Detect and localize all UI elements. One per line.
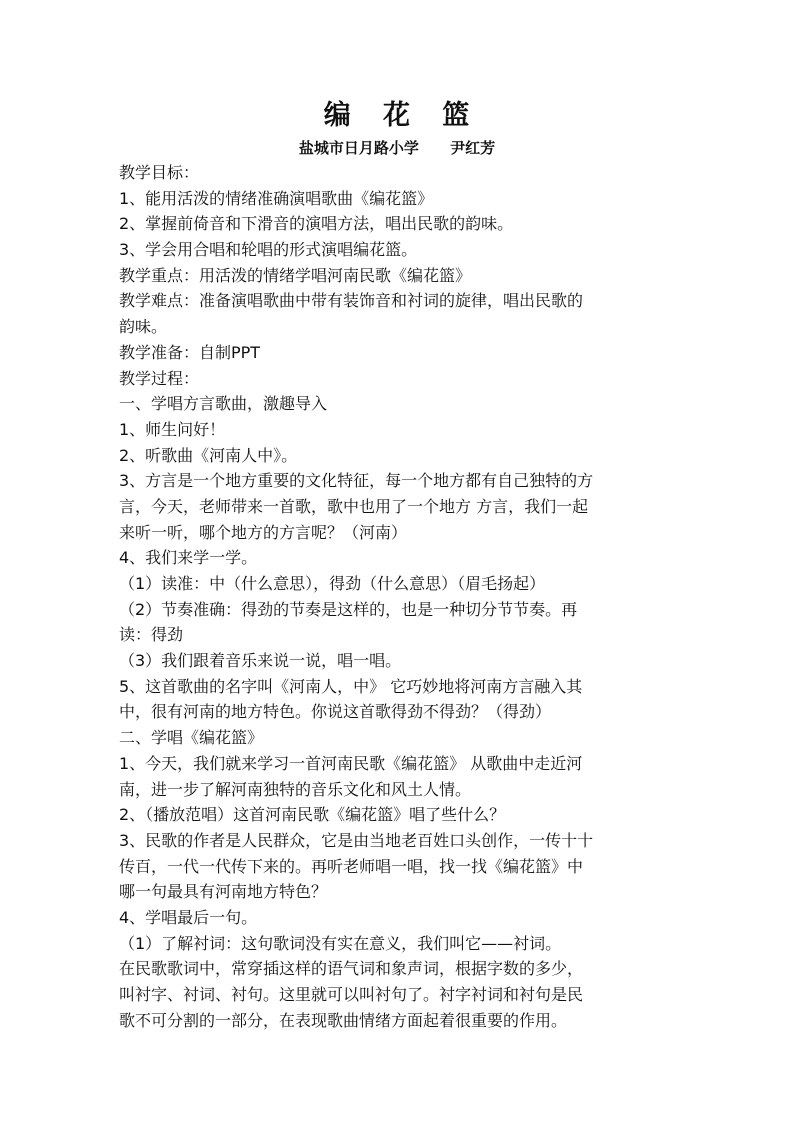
- text-line: 2、（播放范唱）这首河南民歌《编花篮》唱了些什么？: [119, 805, 506, 825]
- text-line: 哪一句最具有河南地方特色？: [119, 882, 328, 902]
- lesson-plan-body: [119, 160, 679, 1033]
- text-line: 3、民歌的作者是人民群众，它是由当地老百姓口头创作，一传十十: [119, 830, 594, 850]
- text-line: 1、今天，我们就来学习一首河南民歌《编花篮》 从歌曲中走近河: [119, 753, 583, 773]
- text-line: 教学重点：用活泼的情绪学唱河南民歌《编花篮》: [119, 265, 472, 285]
- text-line: 5、这首歌曲的名字叫《河南人，中》 它巧妙地将河南方言融入其: [119, 676, 583, 696]
- text-line: 3、方言是一个地方重要的文化特征，每一个地方都有自己独特的方: [119, 471, 594, 491]
- text-line: 二、学唱《编花篮》: [119, 728, 264, 748]
- text-line: 一、学唱方言歌曲，激趣导入: [119, 394, 328, 414]
- author-line: 盐城市日月路小学 尹红芳: [298, 139, 496, 157]
- text-line: 2、听歌曲《河南人中》。: [119, 445, 298, 465]
- text-line: 叫衬字、衬词、衬句。这里就可以叫衬句了。衬字衬词和衬句是民: [119, 985, 584, 1004]
- text-line: 教学目标：: [119, 163, 200, 182]
- text-line: 1、能用活泼的情绪准确演唱歌曲《编花篮》: [119, 188, 434, 208]
- text-line: 言，今天，老师带来一首歌，歌中也用了一个地方 方言，我们一起: [119, 496, 589, 516]
- text-line: 韵味。: [119, 317, 168, 337]
- text-line: 教学准备：自制PPT: [119, 342, 261, 362]
- text-line: 在民歌歌词中，常穿插这样的语气词和象声词，根据字数的多少，: [119, 959, 584, 979]
- text-line: 南，进一步了解河南独特的音乐文化和风土人情。: [119, 779, 472, 799]
- text-line: 4、学唱最后一句。: [119, 907, 258, 927]
- text-line: 传百，一代一代传下来的。再听老师唱一唱，找一找《编花篮》中: [119, 856, 584, 876]
- text-line: （3）我们跟着音乐来说一说，唱一唱。: [119, 651, 402, 671]
- text-line: （1）了解衬词：这句歌词没有实在意义，我们叫它——衬词。: [119, 933, 562, 953]
- text-line: 1、师生问好！: [119, 419, 226, 439]
- text-line: 教学过程：: [119, 368, 200, 388]
- text-line: 中，很有河南的地方特色。你说这首歌得劲不得劲？（得劲）: [119, 702, 552, 722]
- document-title: 编 花 篮: [323, 100, 471, 131]
- text-line: 3、学会用合唱和轮唱的形式演唱编花篮。: [119, 240, 418, 260]
- text-line: （2）节奏准确：得劲的节奏是这样的，也是一种切分节节奏。再: [119, 599, 578, 619]
- text-line: 4、我们来学一学。: [119, 548, 258, 568]
- text-line: 歌不可分割的一部分，在表现歌曲情绪方面起着很重要的作用。: [119, 1010, 568, 1030]
- text-line: 来听一听，哪个地方的方言呢？（河南）: [119, 522, 408, 542]
- text-line: （1）读准：中（什么意思），得劲（什么意思）（眉毛扬起）: [119, 574, 546, 593]
- text-line: 教学难点：准备演唱歌曲中带有装饰音和衬词的旋律，唱出民歌的: [119, 291, 584, 311]
- text-line: 2、掌握前倚音和下滑音的演唱方法，唱出民歌的韵味。: [119, 214, 514, 234]
- text-line: 读：得劲: [119, 625, 184, 645]
